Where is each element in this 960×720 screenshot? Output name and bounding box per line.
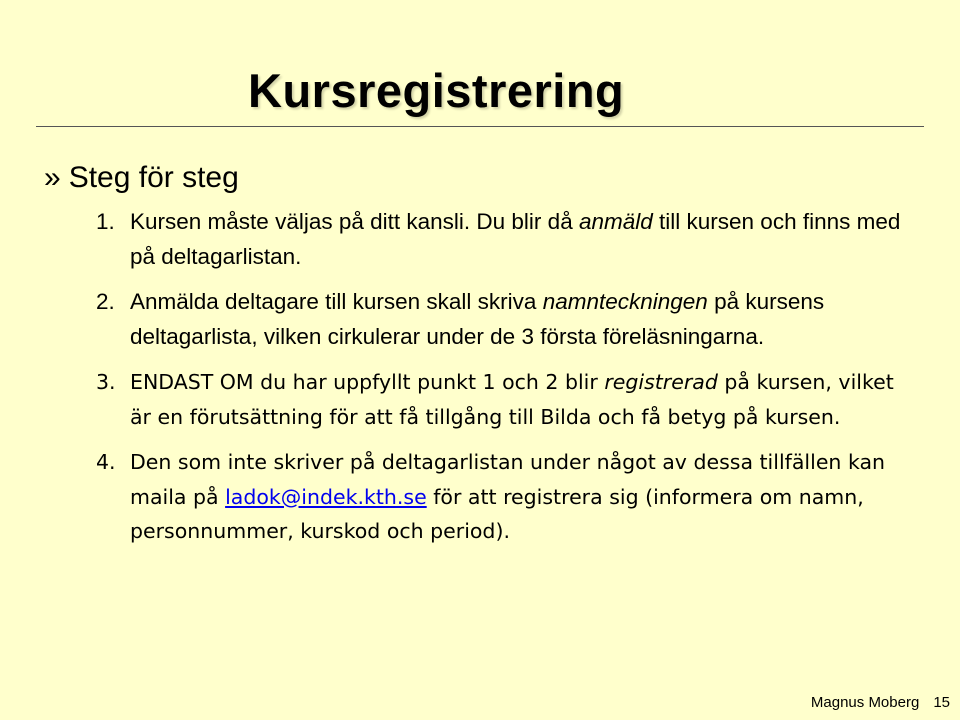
step-1-emphasis: anmäld bbox=[578, 209, 653, 234]
page-number: 15 bbox=[933, 694, 950, 711]
step-3-emphasis: registrerad bbox=[604, 370, 718, 394]
step-item-1 bbox=[96, 205, 916, 274]
step-item-4 bbox=[96, 445, 916, 549]
step-number-3: 3. bbox=[96, 370, 116, 394]
step-1-text-1: Kursen måste väljas på ditt kansli. Du blir då bbox=[130, 209, 579, 234]
step-number-2: 2. bbox=[96, 289, 115, 314]
step-3-text-2: på kursen, vilket är en förutsättning för att få tillgång till Bilda och få betyg på kursen. bbox=[130, 370, 894, 429]
email-link[interactable]: ladok@indek.kth.se bbox=[225, 484, 427, 509]
bullet-marker: » bbox=[44, 161, 61, 194]
main-bullet bbox=[44, 158, 239, 198]
step-4-text-1: Den som inte skriver på deltagarlistan under något av dessa tillfällen kan maila på bbox=[130, 450, 886, 509]
step-2-emphasis: namnteckningen bbox=[542, 289, 708, 314]
step-3-text-1: ENDAST OM du har uppfyllt punkt 1 och 2 blir bbox=[130, 370, 605, 394]
bullet-text: Steg för steg bbox=[68, 161, 239, 194]
step-number-4: 4. bbox=[96, 450, 116, 474]
step-1-text-2: till kursen och finns med på deltagarlistan. bbox=[130, 209, 901, 269]
title-divider bbox=[36, 126, 924, 127]
steps-list bbox=[96, 205, 916, 549]
step-number-1: 1. bbox=[96, 209, 115, 234]
step-item-2 bbox=[96, 285, 916, 354]
step-2-text-1: Anmälda deltagare till kursen skall skriva bbox=[130, 289, 543, 314]
footer-author: Magnus Moberg bbox=[810, 694, 920, 711]
step-4-text-2: för att registrera sig (informera om namn, personnummer, kurskod och period). bbox=[130, 484, 864, 543]
slide-footer bbox=[811, 694, 950, 712]
slide-title: Kursregistrering bbox=[248, 64, 625, 117]
step-item-3 bbox=[96, 365, 916, 434]
step-2-text-2: på kursens deltagarlista, vilken cirkulerar under de 3 första föreläsningarna. bbox=[130, 289, 825, 349]
